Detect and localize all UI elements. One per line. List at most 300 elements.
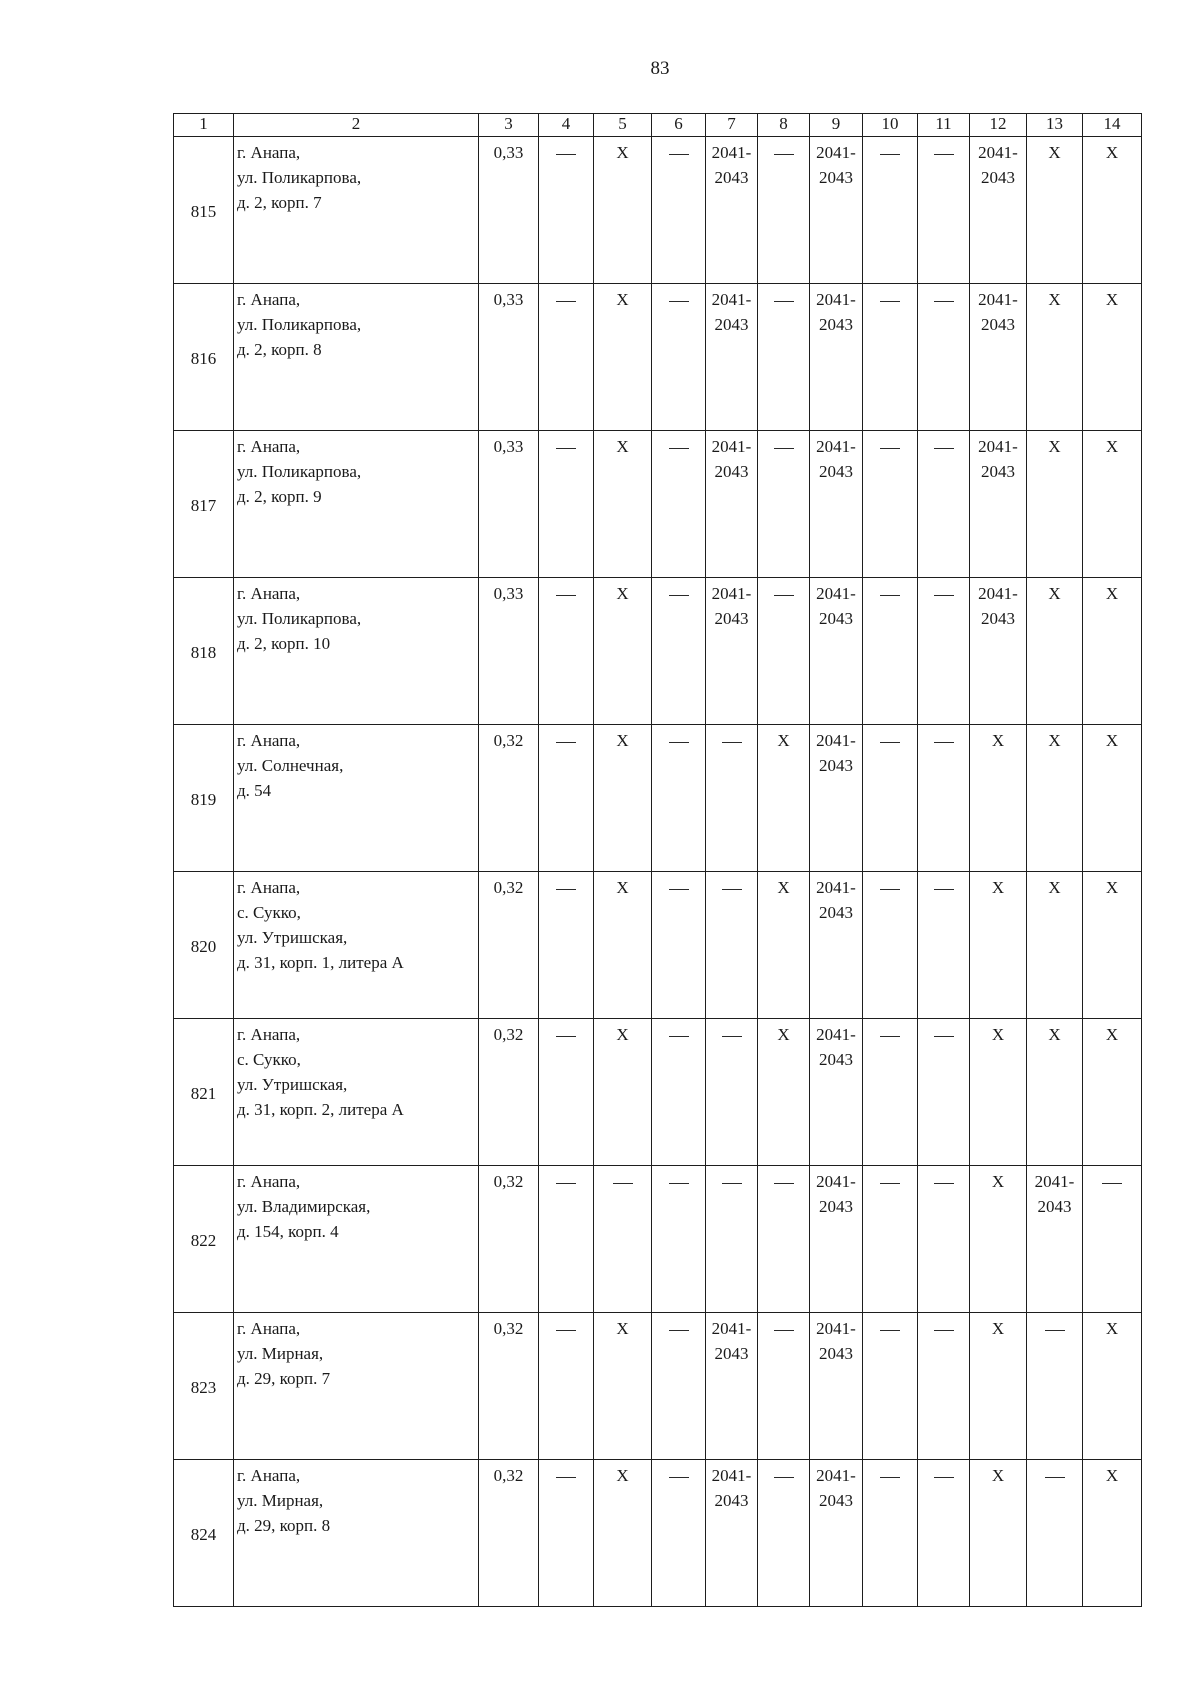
address-line: д. 2, корп. 7 — [237, 193, 322, 212]
cell-value: 2043 — [819, 1344, 853, 1363]
address-line: д. 31, корп. 1, литера А — [237, 953, 404, 972]
column-number-cell: 14 — [1083, 114, 1142, 137]
value-cell — [652, 1019, 706, 1166]
cell-value: 2041- — [816, 1172, 856, 1191]
dash-mark — [653, 875, 704, 900]
dash-mark — [864, 581, 916, 606]
cell-value: Х — [991, 1025, 1005, 1044]
dash-line — [722, 742, 742, 743]
value-cell — [863, 284, 918, 431]
cell-value: Х — [1048, 143, 1061, 162]
column-number-cell: 11 — [918, 114, 970, 137]
value-cell — [479, 1166, 539, 1313]
cell-value: Х — [616, 143, 629, 162]
value-cell — [918, 578, 970, 725]
dash-mark — [864, 287, 916, 312]
cell-value: 2041- — [978, 143, 1018, 162]
cell-value: Х — [1048, 290, 1061, 309]
address-line: г. Анапа, — [237, 143, 301, 162]
cell-value: Х — [991, 1466, 1005, 1485]
cell-value: 2043 — [819, 168, 853, 187]
cell-value: 2041- — [711, 1319, 752, 1338]
dash-line — [774, 301, 794, 302]
column-number-cell: 4 — [539, 114, 594, 137]
value-cell — [594, 1166, 652, 1313]
cell-value: 2043 — [819, 1197, 853, 1216]
value-cell — [652, 1460, 706, 1607]
dash-line — [556, 1477, 576, 1478]
cell-value: 2041- — [711, 437, 752, 456]
value-cell — [479, 872, 539, 1019]
address-cell — [234, 1166, 479, 1313]
value-cell — [479, 431, 539, 578]
dash-mark — [919, 434, 968, 459]
cell-value: Х — [616, 584, 629, 603]
dash-line — [880, 1183, 900, 1184]
column-number-cell: 6 — [652, 114, 706, 137]
column-number-cell: 7 — [706, 114, 758, 137]
table-row — [174, 872, 1142, 1019]
value-cell — [970, 284, 1027, 431]
cell-value: 2043 — [714, 315, 749, 334]
dash-line — [880, 595, 900, 596]
value-cell — [918, 137, 970, 284]
dash-line — [880, 301, 900, 302]
value-cell — [652, 1166, 706, 1313]
value-cell — [918, 725, 970, 872]
value-cell — [918, 1460, 970, 1607]
dash-mark — [864, 1316, 916, 1341]
cell-value: Х — [991, 878, 1005, 897]
dash-line — [880, 742, 900, 743]
dash-line — [934, 154, 954, 155]
table-row — [174, 1019, 1142, 1166]
address-line: ул. Владимирская, — [237, 1197, 371, 1216]
value-cell — [652, 1313, 706, 1460]
dash-mark — [653, 287, 704, 312]
value-cell — [706, 1166, 758, 1313]
dash-line — [669, 1183, 689, 1184]
value-cell — [810, 431, 863, 578]
row-number-cell: 817 — [174, 431, 234, 578]
value-cell — [758, 578, 810, 725]
address-line: д. 2, корп. 9 — [237, 487, 322, 506]
dash-line — [934, 742, 954, 743]
value-cell — [1083, 725, 1142, 872]
cell-value: 2041- — [816, 731, 856, 750]
column-number-cell: 3 — [479, 114, 539, 137]
dash-mark — [653, 581, 704, 606]
value-cell — [863, 872, 918, 1019]
column-number-cell: 10 — [863, 114, 918, 137]
cell-value: 2041- — [816, 584, 856, 603]
dash-mark — [540, 287, 592, 312]
cell-value: 2043 — [819, 609, 853, 628]
column-number-cell: 5 — [594, 114, 652, 137]
value-cell — [758, 284, 810, 431]
value-cell — [863, 1460, 918, 1607]
cell-value: 0,32 — [493, 731, 524, 750]
dash-mark — [919, 1022, 968, 1047]
dash-mark — [759, 1169, 808, 1194]
dash-mark — [653, 1463, 704, 1488]
address-line: ул. Мирная, — [237, 1344, 324, 1363]
cell-value: 2043 — [1037, 1197, 1072, 1216]
cell-value: Х — [777, 731, 790, 750]
value-cell — [539, 578, 594, 725]
dash-mark — [864, 1463, 916, 1488]
cell-value: Х — [1105, 437, 1119, 456]
address-line: д. 154, корп. 4 — [237, 1222, 339, 1241]
value-cell — [810, 1019, 863, 1166]
value-cell — [706, 1019, 758, 1166]
dash-line — [722, 1036, 742, 1037]
cell-value: 2041- — [1034, 1172, 1075, 1191]
table-body — [174, 114, 1142, 1607]
cell-value: Х — [1105, 1466, 1119, 1485]
cell-value: Х — [777, 878, 790, 897]
value-cell — [539, 1166, 594, 1313]
dash-mark — [759, 434, 808, 459]
cell-value: 0,32 — [493, 1319, 524, 1338]
dash-line — [774, 448, 794, 449]
value-cell — [918, 1019, 970, 1166]
address-cell — [234, 137, 479, 284]
dash-line — [934, 1330, 954, 1331]
column-number-cell: 2 — [234, 114, 479, 137]
dash-line — [774, 1183, 794, 1184]
dash-mark — [540, 728, 592, 753]
cell-value: Х — [616, 437, 629, 456]
column-number-row — [174, 114, 1142, 137]
value-cell — [1027, 1460, 1083, 1607]
value-cell — [706, 872, 758, 1019]
value-cell — [539, 725, 594, 872]
dash-mark — [919, 1169, 968, 1194]
value-cell — [970, 725, 1027, 872]
cell-value: 2043 — [981, 609, 1015, 628]
value-cell — [758, 1019, 810, 1166]
value-cell — [863, 1019, 918, 1166]
cell-value: Х — [1105, 290, 1119, 309]
cell-value: Х — [1048, 878, 1061, 897]
dash-mark — [707, 1169, 756, 1194]
address-line: г. Анапа, — [237, 1466, 301, 1485]
dash-mark — [653, 1316, 704, 1341]
address-cell — [234, 725, 479, 872]
page-number: 83 — [650, 58, 670, 79]
cell-value: Х — [1048, 1025, 1061, 1044]
dash-mark — [540, 140, 592, 165]
dash-mark — [919, 728, 968, 753]
dash-mark — [540, 434, 592, 459]
table-row — [174, 284, 1142, 431]
dash-mark — [540, 581, 592, 606]
cell-value: Х — [991, 1319, 1005, 1338]
address-cell — [234, 872, 479, 1019]
address-line: г. Анапа, — [237, 584, 301, 603]
value-cell — [758, 725, 810, 872]
address-line: г. Анапа, — [237, 1025, 301, 1044]
value-cell — [479, 725, 539, 872]
value-cell — [594, 284, 652, 431]
dash-line — [669, 1477, 689, 1478]
value-cell — [706, 1460, 758, 1607]
value-cell — [652, 725, 706, 872]
address-line: д. 2, корп. 8 — [237, 340, 322, 359]
value-cell — [1027, 578, 1083, 725]
dash-mark — [707, 875, 756, 900]
dash-line — [934, 595, 954, 596]
dash-line — [1102, 1183, 1122, 1184]
dash-line — [556, 154, 576, 155]
cell-value: 0,32 — [493, 878, 524, 897]
row-number-cell: 818 — [174, 578, 234, 725]
cell-value: Х — [991, 731, 1005, 750]
value-cell — [706, 1313, 758, 1460]
address-line: ул. Поликарпова, — [237, 315, 362, 334]
dash-line — [669, 595, 689, 596]
cell-value: 0,32 — [493, 1172, 524, 1191]
row-number-cell: 821 — [174, 1019, 234, 1166]
cell-value: 0,33 — [493, 143, 524, 162]
cell-value: 2043 — [819, 315, 853, 334]
value-cell — [539, 1460, 594, 1607]
dash-mark — [1084, 1169, 1140, 1194]
value-cell — [1027, 1313, 1083, 1460]
value-cell — [970, 872, 1027, 1019]
cell-value: 2043 — [819, 756, 853, 775]
value-cell — [479, 578, 539, 725]
address-cell — [234, 1313, 479, 1460]
dash-mark — [919, 1463, 968, 1488]
cell-value: Х — [616, 290, 629, 309]
value-cell — [1083, 1313, 1142, 1460]
cell-value: 2041- — [711, 143, 752, 162]
cell-value: 2041- — [816, 143, 856, 162]
value-cell — [1083, 1166, 1142, 1313]
cell-value: Х — [991, 1172, 1005, 1191]
column-number-cell: 12 — [970, 114, 1027, 137]
row-number-cell: 823 — [174, 1313, 234, 1460]
cell-value: 0,33 — [493, 584, 524, 603]
value-cell — [758, 872, 810, 1019]
value-cell — [1027, 284, 1083, 431]
column-number-cell: 1 — [174, 114, 234, 137]
dash-mark — [595, 1169, 650, 1194]
dash-line — [880, 1330, 900, 1331]
table-row — [174, 1166, 1142, 1313]
value-cell — [970, 137, 1027, 284]
address-line: г. Анапа, — [237, 437, 301, 456]
dash-line — [774, 595, 794, 596]
value-cell — [594, 725, 652, 872]
value-cell — [863, 725, 918, 872]
value-cell — [1027, 1166, 1083, 1313]
dash-mark — [864, 1169, 916, 1194]
address-cell — [234, 284, 479, 431]
value-cell — [539, 1313, 594, 1460]
value-cell — [1027, 725, 1083, 872]
address-line: г. Анапа, — [237, 878, 301, 897]
cell-value: 0,33 — [493, 437, 524, 456]
address-line: д. 2, корп. 10 — [237, 634, 331, 653]
dash-line — [556, 1330, 576, 1331]
value-cell — [970, 1460, 1027, 1607]
cell-value: 2041- — [816, 1025, 856, 1044]
dash-mark — [653, 434, 704, 459]
dash-mark — [540, 1316, 592, 1341]
cell-value: 2043 — [819, 1491, 853, 1510]
dash-mark — [653, 1022, 704, 1047]
value-cell — [810, 1460, 863, 1607]
dash-line — [934, 448, 954, 449]
value-cell — [970, 431, 1027, 578]
value-cell — [652, 578, 706, 725]
value-cell — [594, 578, 652, 725]
value-cell — [758, 1313, 810, 1460]
value-cell — [1027, 431, 1083, 578]
dash-line — [556, 595, 576, 596]
value-cell — [594, 1313, 652, 1460]
value-cell — [594, 872, 652, 1019]
dash-mark — [919, 581, 968, 606]
value-cell — [1083, 431, 1142, 578]
row-number-cell: 815 — [174, 137, 234, 284]
dash-mark — [919, 875, 968, 900]
cell-value: 2043 — [714, 462, 749, 481]
cell-value: 2043 — [714, 609, 749, 628]
value-cell — [594, 1019, 652, 1166]
dash-line — [556, 1183, 576, 1184]
value-cell — [479, 284, 539, 431]
dash-mark — [653, 140, 704, 165]
table-row — [174, 578, 1142, 725]
address-cell — [234, 578, 479, 725]
dash-line — [880, 889, 900, 890]
dash-line — [613, 1183, 633, 1184]
value-cell — [1083, 578, 1142, 725]
dash-mark — [707, 728, 756, 753]
register-table-wrapper — [173, 113, 1142, 1607]
dash-line — [669, 154, 689, 155]
dash-line — [934, 1477, 954, 1478]
cell-value: 2041- — [711, 1466, 752, 1485]
table-row — [174, 725, 1142, 872]
dash-line — [669, 448, 689, 449]
dash-line — [774, 1477, 794, 1478]
dash-line — [774, 154, 794, 155]
dash-mark — [759, 581, 808, 606]
dash-mark — [707, 1022, 756, 1047]
dash-mark — [864, 728, 916, 753]
value-cell — [863, 1166, 918, 1313]
value-cell — [970, 1019, 1027, 1166]
address-line: д. 54 — [237, 781, 272, 800]
value-cell — [758, 1460, 810, 1607]
value-cell — [539, 431, 594, 578]
value-cell — [918, 1313, 970, 1460]
value-cell — [652, 872, 706, 1019]
dash-line — [669, 889, 689, 890]
cell-value: Х — [616, 1466, 629, 1485]
dash-line — [669, 742, 689, 743]
dash-mark — [540, 1169, 592, 1194]
cell-value: 2043 — [819, 903, 853, 922]
address-cell — [234, 1460, 479, 1607]
dash-line — [880, 448, 900, 449]
cell-value: 0,33 — [493, 290, 524, 309]
cell-value: Х — [1105, 1025, 1119, 1044]
dash-line — [880, 1477, 900, 1478]
value-cell — [594, 431, 652, 578]
value-cell — [706, 578, 758, 725]
value-cell — [539, 872, 594, 1019]
address-line: с. Сукко, — [237, 1050, 301, 1069]
value-cell — [706, 725, 758, 872]
row-number-cell: 820 — [174, 872, 234, 1019]
table-row — [174, 431, 1142, 578]
cell-value: 2041- — [978, 437, 1018, 456]
cell-value: Х — [1105, 1319, 1119, 1338]
dash-line — [934, 301, 954, 302]
value-cell — [810, 578, 863, 725]
dash-line — [722, 1183, 742, 1184]
value-cell — [758, 1166, 810, 1313]
value-cell — [758, 137, 810, 284]
value-cell — [1083, 137, 1142, 284]
value-cell — [970, 1166, 1027, 1313]
table-row — [174, 1313, 1142, 1460]
address-line: ул. Солнечная, — [237, 756, 344, 775]
dash-line — [1045, 1477, 1065, 1478]
dash-mark — [653, 728, 704, 753]
cell-value: 2041- — [816, 878, 856, 897]
value-cell — [1083, 1460, 1142, 1607]
value-cell — [652, 431, 706, 578]
dash-mark — [864, 875, 916, 900]
dash-line — [669, 301, 689, 302]
address-line: д. 29, корп. 8 — [237, 1516, 331, 1535]
dash-mark — [864, 434, 916, 459]
value-cell — [810, 137, 863, 284]
cell-value: 2041- — [711, 584, 752, 603]
dash-mark — [919, 1316, 968, 1341]
value-cell — [479, 137, 539, 284]
address-line: ул. Утришская, — [237, 928, 348, 947]
address-cell — [234, 431, 479, 578]
value-cell — [810, 1166, 863, 1313]
dash-line — [556, 742, 576, 743]
cell-value: 2041- — [816, 437, 856, 456]
value-cell — [863, 431, 918, 578]
cell-value: Х — [1105, 731, 1119, 750]
value-cell — [1027, 1019, 1083, 1166]
address-line: с. Сукко, — [237, 903, 301, 922]
value-cell — [970, 1313, 1027, 1460]
dash-mark — [864, 140, 916, 165]
dash-mark — [540, 1022, 592, 1047]
cell-value: Х — [1105, 143, 1119, 162]
dash-line — [880, 154, 900, 155]
value-cell — [810, 872, 863, 1019]
row-number-cell: 822 — [174, 1166, 234, 1313]
value-cell — [652, 284, 706, 431]
dash-line — [880, 1036, 900, 1037]
dash-line — [774, 1330, 794, 1331]
cell-value: 2043 — [714, 1344, 749, 1363]
value-cell — [918, 872, 970, 1019]
